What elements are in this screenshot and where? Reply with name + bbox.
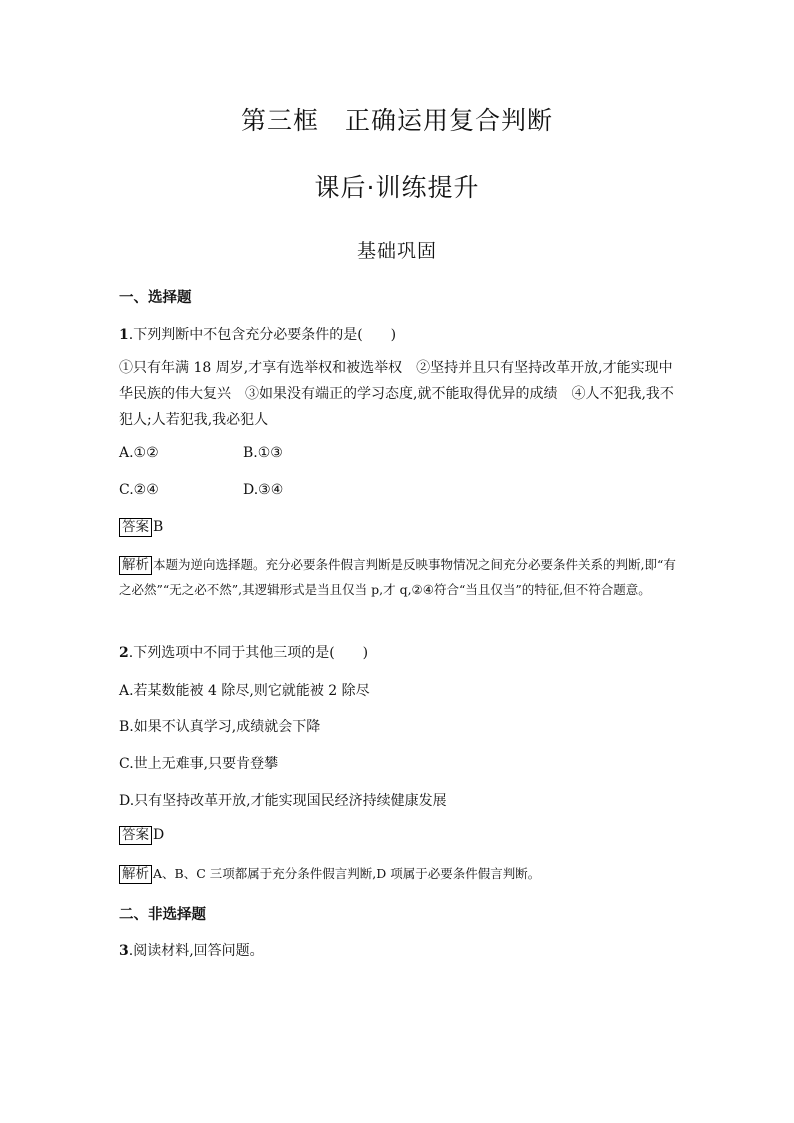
q1-option-b: B.①③ — [243, 445, 283, 461]
q2-stem-text: .下列选项中不同于其他三项的是( ) — [128, 645, 369, 661]
q3-stem — [119, 938, 679, 964]
q1-statements: ①只有年满 18 周岁,才享有选举权和被选举权 ②坚持并且只有坚持改革开放,才能实现中华民族的伟大复兴 ③如果没有端正的学习态度,就不能取得优异的成绩 ④人不犯我,我不犯人;人若犯我,我必犯人 — [119, 360, 674, 428]
analysis-tag: 解析 — [119, 865, 152, 884]
q2-option-c: C.世上无难事,只要肯登攀 — [119, 756, 279, 772]
q2-number: 2 — [119, 645, 129, 661]
q1-option-c: C.②④ — [119, 482, 159, 498]
q2-analysis-text: A、B、C 三项都属于充分条件假言判断,D 项属于必要条件假言判断。 — [153, 866, 541, 881]
answer-tag: 答案 — [119, 826, 152, 845]
q2-stem — [119, 640, 679, 666]
q3-stem-text: .阅读材料,回答问题。 — [128, 943, 264, 959]
q1-stem — [119, 322, 679, 348]
q1-stem-text: .下列判断中不包含充分必要条件的是( ) — [128, 327, 397, 343]
q2-answer — [119, 826, 164, 845]
q2-option-b: B.如果不认真学习,成绩就会下降 — [119, 719, 321, 735]
lesson-title: 第三框 正确运用复合判断 — [240, 106, 553, 135]
q1-option-d: D.③④ — [243, 482, 284, 498]
q1-option-a: A.①② — [119, 445, 159, 461]
q3-number: 3 — [119, 943, 129, 959]
q1-answer — [119, 518, 163, 537]
q1-number: 1 — [119, 327, 129, 343]
answer-tag: 答案 — [119, 518, 152, 537]
part2-heading: 二、非选择题 — [119, 907, 206, 923]
section-heading: 基础巩固 — [356, 240, 437, 262]
q1-answer-value: B — [153, 519, 164, 535]
analysis-tag: 解析 — [119, 556, 152, 575]
lesson-subtitle: 课后·训练提升 — [314, 173, 480, 202]
q2-option-a: A.若某数能被 4 除尽,则它就能被 2 除尽 — [119, 683, 370, 699]
q1-analysis — [119, 552, 681, 602]
q2-option-d: D.只有坚持改革开放,才能实现国民经济持续健康发展 — [119, 793, 447, 809]
part1-heading: 一、选择题 — [119, 290, 192, 306]
q2-analysis — [119, 861, 681, 886]
q1-analysis-text: 本题为逆向选择题。充分必要条件假言判断是反映事物情况之间充分必要条件关系的判断,即“有之必然”“无之必不然”,其逻辑形式是当且仅当 p,才 q,②④符合“当且仅当”的特征,但不符合题意。 — [119, 557, 676, 597]
q2-answer-value: D — [153, 827, 165, 843]
